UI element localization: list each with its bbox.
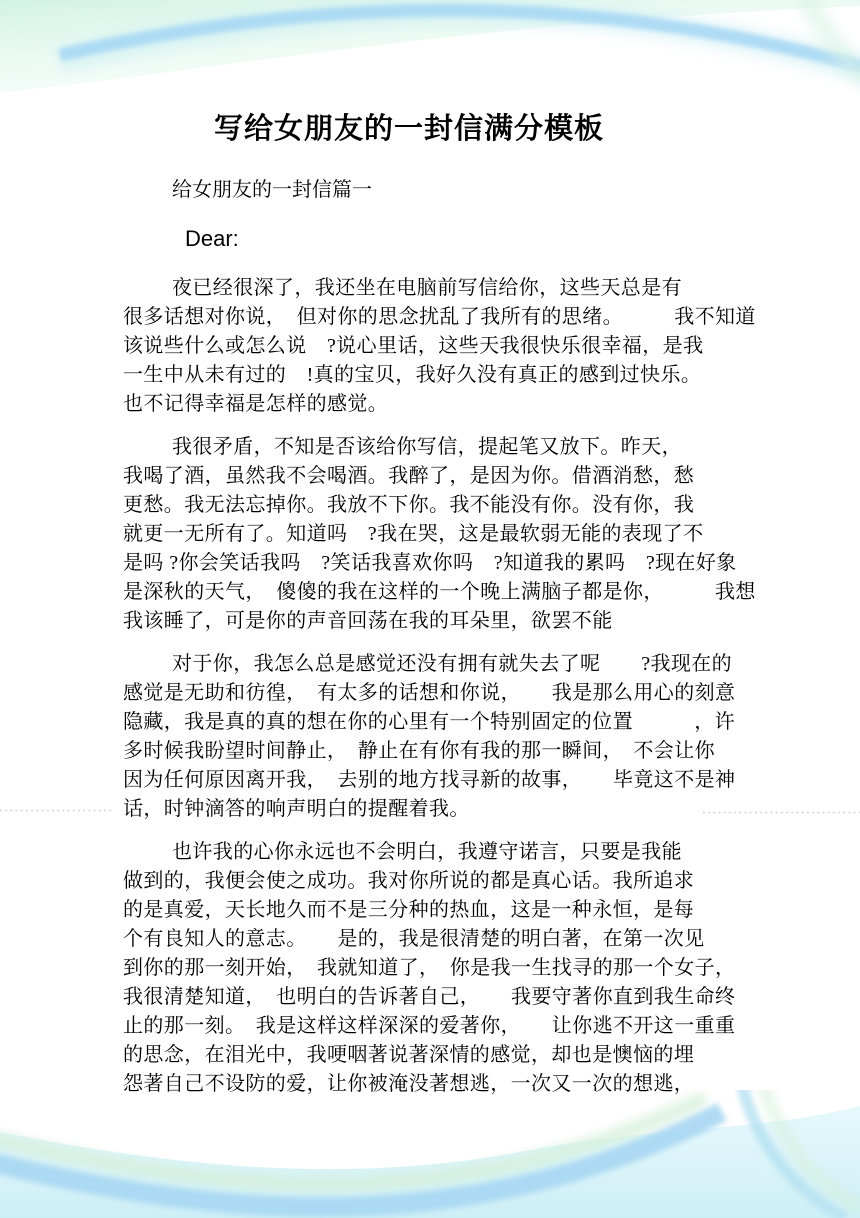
letter-paragraph: 也许我的心你永远也不会明白，我遵守诺言，只要是我能 做到的，我便会使之成功。我对你所说的都是真心话。我所追求 的是真爱，天长地久而不是三分种的热血，这是一种永恒，是每 个有良知人的意志。 是的，我是很清楚的明白著，在第一次见 到你的那一刻开始， 我就知道了， 你是我一生找寻的那一个女子， 我很清楚知道， 也明白的告诉著自己， 我要守著你直到我生命终 止的那一刻。 我是这样这样深深的爱著你， 让你逃不开这一重重 的思念，在泪光中，我哽咽著说著深情的感觉，却也是懊恼的埋 怨著自己不设防的爱，让你被淹没著想逃，一次又一次的想逃， — [123, 841, 736, 1095]
letter-content — [123, 0, 785, 1113]
letter-paragraph: 夜已经很深了，我还坐在电脑前写信给你，这些天总是有 很多话想对你说， 但对你的思念扰乱了我所有的思绪。 我不知道 该说些什么或怎么说 ?说心里话，这些天我很快乐很幸福，是我 一生中从未有过的 !真的宝贝，我好久没有真正的感到过快乐。 也不记得幸福是怎样的感觉。 — [123, 277, 756, 415]
letter-body — [123, 274, 785, 1099]
letter-paragraph: 对于你，我怎么总是感觉还没有拥有就失去了呢 ?我现在的 感觉是无助和彷徨， 有太多的话想和你说， 我是那么用心的刻意 隐藏，我是真的真的想在你的心里有一个特别固定的位置 ，许 多时候我盼望时间静止， 静止在有你有我的那一瞬间， 不会让你 因为任何原因离开我， 去别的地方找寻新的故事， 毕竟这不是神 话，时钟滴答的响声明白的提醒着我。 — [123, 653, 736, 820]
page-title: 写给女朋友的一封信满分模板 — [213, 113, 604, 145]
divider-dotted-left — [0, 809, 113, 812]
footer-blue-arc-shape — [0, 1112, 722, 1207]
header-corner-streak-shape — [805, 0, 860, 80]
letter-paragraph: 我很矛盾，不知是否该给你写信，提起笔又放下。昨天， 我喝了酒，虽然我不会喝酒。我醉了，是因为你。借酒消愁，愁 更愁。我无法忘掉你。我放不下你。我不能没有你。没有你，我 就更一无所有了。知道吗 ?我在哭，这是最软弱无能的表现了不 是吗 ?你会笑话我吗 ?笑话我喜欢你吗 ?知道我的累吗 ?现在好象 是深秋的天气， 傻傻的我在这样的一个晚上满脑子都是你， 我想 我该睡了，可是你的声音回荡在我的耳朵里，欲罢不能 — [123, 436, 756, 632]
salutation: Dear: — [185, 226, 239, 251]
footer-cyan-wash-shape — [0, 1106, 860, 1218]
section-heading: 给女朋友的一封信篇一 — [172, 179, 372, 201]
